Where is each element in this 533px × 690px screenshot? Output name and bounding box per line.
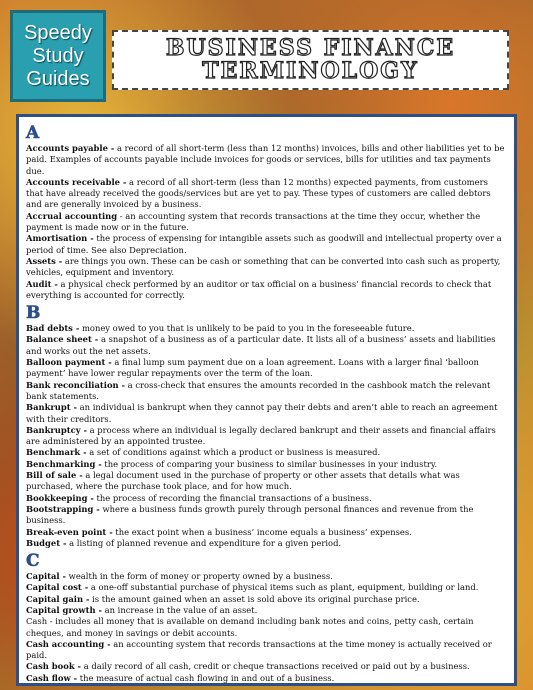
glossary-entry (26, 504, 507, 527)
entry-term: Bankrupt - (26, 402, 78, 413)
entry-definition: a daily record of all cash, credit or cheque transactions received or paid out by a business. (81, 661, 470, 672)
entry-definition: a legal document used in the purchase of property or other assets that details what was purchased, where the purchase took place, and for how much. (26, 470, 460, 492)
glossary-entry (26, 279, 507, 302)
entry-term: Audit - (26, 278, 58, 289)
entry-term: Bootstrapping - (26, 503, 100, 514)
glossary-entry (26, 594, 507, 605)
entry-definition: a listing of planned revenue and expenditure for a given period. (66, 537, 342, 548)
glossary-entry (26, 334, 507, 357)
section-letter-a: A (26, 123, 40, 143)
entry-definition: the process of expensing for intangible assets such as goodwill and intellectual property over a period of time. See also Depreciation. (26, 233, 502, 255)
entry-definition: an accounting system that records transactions at the time money is actually received or paid. (26, 638, 492, 661)
entry-definition: a record of all short-term (less than 12 months) expected payments, from customers that have already received the goods/services but are yet to pay. These types of customers are called debtors and are generally invoiced by a business. (26, 176, 491, 210)
entry-definition: the exact point when a business’ income equals a business’ expenses. (112, 526, 412, 537)
glossary-content (16, 114, 517, 686)
glossary-entry (26, 211, 507, 234)
glossary-entry (26, 527, 507, 538)
entry-definition: a physical check performed by an auditor or tax official on a business’ financial records to check that everything is accounted for correctly. (26, 278, 492, 300)
glossary-entry (26, 673, 507, 684)
entry-definition: - an accounting system that records transactions at the time they occur, whether the payment is made now or in the future. (26, 210, 481, 233)
entry-term: Budget - (26, 537, 67, 548)
glossary-entry (26, 571, 507, 582)
entry-definition: the process of comparing your business to similar businesses in your industry. (101, 458, 438, 469)
glossary-entry (26, 402, 507, 425)
logo-line-1: Speedy (24, 21, 92, 44)
glossary-entry (26, 639, 507, 662)
title-banner (112, 30, 509, 90)
entry-definition: the measure of actual cash flowing in and out of a business. (77, 672, 335, 683)
entry-term: Bad debts - (26, 323, 80, 334)
glossary-entry (26, 380, 507, 403)
entry-definition: a snapshot of a business as of a particular date. It lists all of a business’ assets and liabilities and works out the net assets. (26, 334, 496, 356)
entry-definition: where a business funds growth purely through personal finances and revenue from the business. (26, 503, 474, 526)
entry-term: Capital gain - (26, 593, 90, 604)
entry-term: Bookkeeping - (26, 492, 94, 503)
entry-definition: a final lump sum payment due on a loan agreement. Loans with a larger final ‘balloon payment’ have lower regular repayments over the term of the loan. (26, 357, 479, 379)
entry-term: Bank reconciliation - (26, 379, 126, 390)
entry-term: Cash book - (26, 661, 82, 672)
glossary-entry (26, 323, 507, 334)
entry-term: Accounts payable - (26, 143, 115, 153)
glossary-entry (26, 616, 507, 639)
entry-term: Accrual accounting (26, 210, 118, 221)
entry-definition: the process of recording the financial transactions of a business. (93, 492, 372, 503)
logo-line-3: Guides (26, 67, 90, 90)
entry-definition: Cash - includes all money that is available on demand including bank notes and coins, petty cash, certain cheques, and money in savings or debit accounts. (26, 616, 474, 638)
entry-term: Benchmarking - (26, 458, 102, 469)
title-line-1: BUSINESS FINANCE (165, 35, 456, 61)
glossary-entry (26, 459, 507, 470)
entry-definition: a record of all short-term (less than 12 months) invoices, bills and other liabilities yet to be paid. Examples of accounts payable include invoices for goods or services, bills for utilities and tax payments due. (26, 143, 505, 176)
entry-term: Accounts receivable - (26, 176, 127, 187)
glossary-entry (26, 425, 507, 448)
glossary-entry (26, 605, 507, 616)
entry-definition: an individual is bankrupt when they cannot pay their debts and aren’t able to reach an agreement with their creditors. (26, 402, 498, 424)
section-letter-c: C (26, 551, 40, 572)
entry-term: Cash flow - (26, 672, 78, 683)
speedy-study-guides-logo (10, 10, 106, 102)
glossary-entry (26, 177, 507, 211)
glossary-entry (26, 256, 507, 279)
entry-term: Bill of sale - (26, 470, 83, 481)
entry-definition: wealth in the form of money or property owned by a business. (66, 571, 333, 582)
entry-definition: an increase in the value of an asset. (101, 604, 258, 615)
entry-term: Capital - (26, 571, 66, 582)
glossary-entry (26, 357, 507, 380)
entry-term: Bankruptcy - (26, 424, 87, 435)
glossary-entry (26, 233, 507, 256)
entry-definition: are things you own. These can be cash or something that can be converted into cash such as property, vehicles, equipment and inventory. (26, 255, 501, 278)
entry-definition: money owed to you that is unlikely to be paid to you in the foreseeable future. (79, 323, 415, 334)
entry-term: Cash accounting - (26, 638, 111, 649)
entry-definition: is the amount gained when an asset is sold above its original purchase price. (89, 593, 420, 604)
entry-definition: a one-off substantial purchase of physical items such as plant, equipment, building or land. (88, 582, 479, 593)
entry-term: Capital growth - (26, 604, 102, 615)
entry-definition: a cross-check that ensures the amounts recorded in the cashbook match the relevant bank statements. (26, 379, 491, 401)
title-line-2: TERMINOLOGY (202, 58, 419, 84)
entry-definition: a set of conditions against which a product or business is measured. (86, 447, 381, 458)
entry-definition: a process where an individual is legally declared bankrupt and their assets and financial affairs are administered by an appointed trustee. (26, 424, 496, 447)
glossary-entry (26, 447, 507, 458)
entry-term: Capital cost - (26, 582, 89, 593)
entry-term: Benchmark - (26, 447, 87, 458)
glossary-entry (26, 143, 507, 177)
glossary-entry (26, 582, 507, 593)
glossary-entry (26, 493, 507, 504)
entry-term: Amortisation - (26, 233, 94, 244)
logo-line-2: Study (32, 44, 84, 67)
section-letter-b: B (26, 303, 41, 324)
entry-term: Balance sheet - (26, 334, 99, 345)
glossary-entry (26, 661, 507, 672)
entry-term: Balloon payment - (26, 357, 112, 368)
entry-term: Break-even point - (26, 526, 113, 537)
glossary-entry (26, 538, 507, 549)
entry-term: Assets - (26, 255, 63, 266)
glossary-entry (26, 470, 507, 493)
